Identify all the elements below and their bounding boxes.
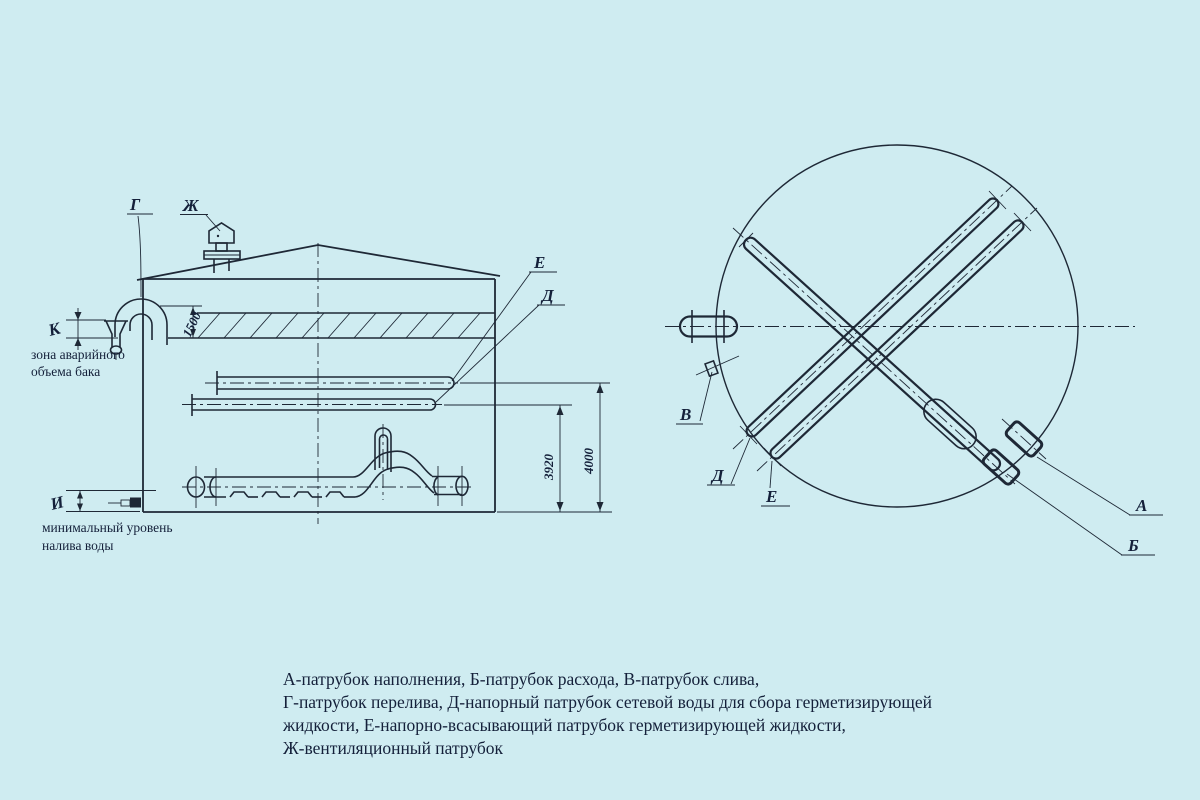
note-minlevel-2: налива воды [42, 538, 114, 553]
label-a-plan: А [1136, 496, 1148, 515]
plan-view [665, 145, 1163, 555]
pipe-e-side [205, 371, 458, 395]
legend-line-3: жидкости, Е-напорно-всасывающий патрубок герметизирующей жидкости, [283, 715, 846, 735]
label-b-plan: Б [1128, 536, 1139, 555]
tank-outline [137, 243, 500, 524]
label-g: Г [130, 195, 141, 214]
dim-4000 [460, 383, 610, 512]
note-emergency-2: объема бака [31, 364, 101, 379]
plan-pipe-d [733, 186, 1012, 449]
legend-line-4: Ж-вентиляционный патрубок [283, 738, 504, 758]
label-i: И [48, 492, 66, 514]
plan-pipe-ab [733, 228, 1046, 486]
side-view [31, 195, 612, 553]
label-k: К [46, 318, 63, 340]
vent-dot [217, 235, 219, 237]
note-emergency-1: зона аварийного [31, 347, 125, 362]
leader-d-plan [731, 438, 750, 484]
leader-b [1007, 474, 1122, 555]
label-d-plan: Д [712, 466, 724, 485]
label-e-plan: Е [766, 487, 778, 506]
dim-1500-text: 1500 [179, 309, 205, 340]
leader-v [700, 372, 712, 421]
leader-e-side [452, 272, 531, 381]
dim-k [45, 308, 118, 350]
legend-line-1: А-патрубок наполнения, Б-патрубок расхода, В-патрубок слива, [283, 669, 760, 689]
bottom-pipe-assembly [182, 424, 472, 508]
pipe-d-side [182, 394, 442, 416]
hatch-lines [198, 313, 480, 338]
dim-3920-text: 3920 [541, 454, 556, 480]
label-zh: Ж [183, 196, 199, 215]
dim-4000-text: 4000 [581, 448, 596, 474]
plan-view-labels [676, 372, 1163, 555]
label-e-side: Е [534, 253, 546, 272]
side-view-labels [127, 195, 565, 402]
side-view-notes [31, 347, 173, 553]
pipe-sleeve [919, 394, 981, 453]
label-v-plan: В [680, 405, 692, 424]
emergency-zone-band [168, 313, 495, 338]
legend-line-2: Г-патрубок перелива, Д-напорный патрубок сетевой воды для сбора герметизирующей [283, 692, 932, 712]
min-level-fitting [108, 498, 141, 508]
note-minlevel-1: минимальный уровень [42, 520, 173, 535]
leader-a [1037, 457, 1130, 515]
label-d-side: Д [542, 286, 554, 305]
plan-drain-nozzle [696, 356, 739, 376]
leader-d-side [436, 305, 539, 402]
leader-e-plan [770, 461, 772, 488]
legend-block [283, 668, 932, 760]
plan-pipe-e [757, 208, 1037, 471]
flange-b [982, 448, 1021, 485]
leader-g [138, 216, 141, 297]
